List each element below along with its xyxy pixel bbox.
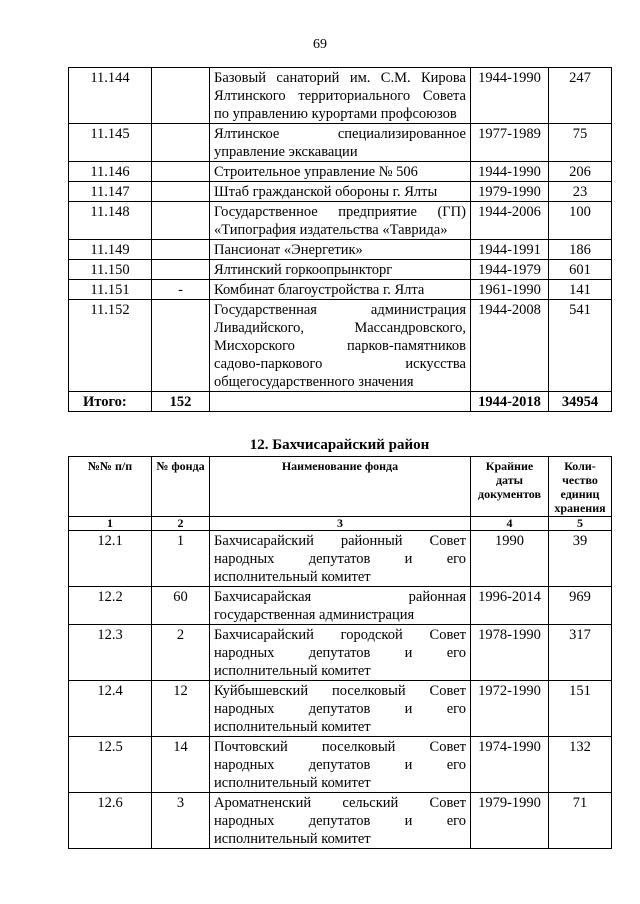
- cell-dates: 1977-1989: [471, 124, 549, 162]
- cell-units-count: 969: [549, 587, 612, 625]
- cell-dates: 1972-1990: [471, 681, 549, 737]
- header-name: Наименование фонда: [210, 457, 471, 517]
- cell-record-number: 11.149: [69, 240, 152, 260]
- cell-units-count: 132: [549, 737, 612, 793]
- cell-fond-number: [152, 162, 210, 182]
- cell-dates: 1944-1991: [471, 240, 549, 260]
- archive-table-yalta: [68, 67, 612, 412]
- cell-fond-name: Государственное предприятие (ГП) «Типография издательства «Таврида»: [210, 202, 471, 240]
- cell-units-count: 206: [549, 162, 612, 182]
- archive-table-bakhchisaray: [68, 456, 612, 849]
- total-units-count: 34954: [549, 392, 612, 412]
- cell-fond-number: [152, 202, 210, 240]
- cell-units-count: 541: [549, 300, 612, 392]
- column-number: 4: [471, 517, 549, 531]
- cell-fond-number: 12: [152, 681, 210, 737]
- cell-fond-name: Бахчисарайская районная государственная администрация: [210, 587, 471, 625]
- header-fond: № фонда: [152, 457, 210, 517]
- table-row: [69, 182, 612, 202]
- cell-fond-number: 3: [152, 793, 210, 849]
- cell-dates: 1944-1990: [471, 68, 549, 124]
- header-qty: Коли-чество единиц хранения: [549, 457, 612, 517]
- cell-fond-name: Строительное управление № 506: [210, 162, 471, 182]
- cell-dates: 1979-1990: [471, 793, 549, 849]
- table-row: [69, 162, 612, 182]
- cell-record-number: 11.146: [69, 162, 152, 182]
- table-row: [69, 681, 612, 737]
- table-row: [69, 625, 612, 681]
- table-header-row: [69, 457, 612, 517]
- cell-dates: 1944-1979: [471, 260, 549, 280]
- cell-units-count: 247: [549, 68, 612, 124]
- column-number: 5: [549, 517, 612, 531]
- cell-fond-name: Базовый санаторий им. С.М. Кирова Ялтинского территориального Совета по управлению курортами профсоюзов: [210, 68, 471, 124]
- cell-fond-number: [152, 300, 210, 392]
- table-row: [69, 240, 612, 260]
- section-title: 12. Бахчисарайский район: [249, 437, 430, 453]
- cell-units-count: 186: [549, 240, 612, 260]
- header-num: №№ п/п: [69, 457, 152, 517]
- cell-fond-number: 2: [152, 625, 210, 681]
- table-row: [69, 260, 612, 280]
- cell-record-number: 12.4: [69, 681, 152, 737]
- column-number-row: [69, 517, 612, 531]
- cell-fond-name: Пансионат «Энергетик»: [210, 240, 471, 260]
- cell-units-count: 75: [549, 124, 612, 162]
- column-number: 2: [152, 517, 210, 531]
- cell-fond-name: Ароматненский сельский Совет народных депутатов и его исполнительный комитет: [210, 793, 471, 849]
- table-row: [69, 793, 612, 849]
- cell-record-number: 11.151: [69, 280, 152, 300]
- cell-dates: 1990: [471, 531, 549, 587]
- cell-fond-number: [152, 260, 210, 280]
- cell-record-number: 12.5: [69, 737, 152, 793]
- cell-units-count: 601: [549, 260, 612, 280]
- cell-dates: 1978-1990: [471, 625, 549, 681]
- cell-dates: 1979-1990: [471, 182, 549, 202]
- cell-units-count: 39: [549, 531, 612, 587]
- total-name: [210, 392, 471, 412]
- cell-fond-number: 14: [152, 737, 210, 793]
- cell-units-count: 71: [549, 793, 612, 849]
- cell-units-count: 317: [549, 625, 612, 681]
- cell-fond-number: [152, 68, 210, 124]
- cell-record-number: 12.2: [69, 587, 152, 625]
- cell-fond-name: Комбинат благоустройства г. Ялта: [210, 280, 471, 300]
- cell-record-number: 11.150: [69, 260, 152, 280]
- column-number: 3: [210, 517, 471, 531]
- cell-record-number: 11.147: [69, 182, 152, 202]
- cell-fond-name: Государственная администрация Ливадийского, Массандровского, Мисхорского парков-памятников садово-паркового искусства общегосударственного значения: [210, 300, 471, 392]
- cell-fond-number: 60: [152, 587, 210, 625]
- cell-record-number: 11.152: [69, 300, 152, 392]
- total-dates: 1944-2018: [471, 392, 549, 412]
- cell-fond-number: [152, 182, 210, 202]
- cell-units-count: 151: [549, 681, 612, 737]
- cell-fond-number: 1: [152, 531, 210, 587]
- cell-dates: 1944-2008: [471, 300, 549, 392]
- archive-table-yalta-body: [69, 68, 612, 412]
- table-row: [69, 202, 612, 240]
- cell-record-number: 12.6: [69, 793, 152, 849]
- cell-units-count: 23: [549, 182, 612, 202]
- cell-fond-name: Ялтинский горкоопрынкторг: [210, 260, 471, 280]
- cell-fond-number: [152, 124, 210, 162]
- table-row: [69, 124, 612, 162]
- table-row: [69, 737, 612, 793]
- cell-fond-name: Штаб гражданской обороны г. Ялты: [210, 182, 471, 202]
- page-number: 69: [313, 37, 327, 52]
- header-dates: Крайние даты документов: [471, 457, 549, 517]
- cell-fond-name: Почтовский поселковый Совет народных депутатов и его исполнительный комитет: [210, 737, 471, 793]
- table-row: [69, 587, 612, 625]
- archive-table-bakhchisaray-body: [69, 531, 612, 849]
- cell-record-number: 11.144: [69, 68, 152, 124]
- cell-fond-number: [152, 240, 210, 260]
- table-row: [69, 531, 612, 587]
- table-row: [69, 68, 612, 124]
- cell-record-number: 11.145: [69, 124, 152, 162]
- total-label: Итого:: [69, 392, 152, 412]
- cell-record-number: 12.3: [69, 625, 152, 681]
- cell-dates: 1944-2006: [471, 202, 549, 240]
- cell-fond-name: Бахчисарайский городской Совет народных депутатов и его исполнительный комитет: [210, 625, 471, 681]
- cell-record-number: 12.1: [69, 531, 152, 587]
- cell-fond-number: -: [152, 280, 210, 300]
- cell-fond-name: Ялтинское специализированное управление экскавации: [210, 124, 471, 162]
- cell-dates: 1944-1990: [471, 162, 549, 182]
- cell-fond-name: Бахчисарайский районный Совет народных депутатов и его исполнительный комитет: [210, 531, 471, 587]
- cell-dates: 1996-2014: [471, 587, 549, 625]
- cell-record-number: 11.148: [69, 202, 152, 240]
- cell-units-count: 141: [549, 280, 612, 300]
- cell-units-count: 100: [549, 202, 612, 240]
- table-row: [69, 300, 612, 392]
- total-row: [69, 392, 612, 412]
- table-row: [69, 280, 612, 300]
- cell-dates: 1974-1990: [471, 737, 549, 793]
- column-number: 1: [69, 517, 152, 531]
- cell-fond-name: Куйбышевский поселковый Совет народных депутатов и его исполнительный комитет: [210, 681, 471, 737]
- cell-dates: 1961-1990: [471, 280, 549, 300]
- total-fond-count: 152: [152, 392, 210, 412]
